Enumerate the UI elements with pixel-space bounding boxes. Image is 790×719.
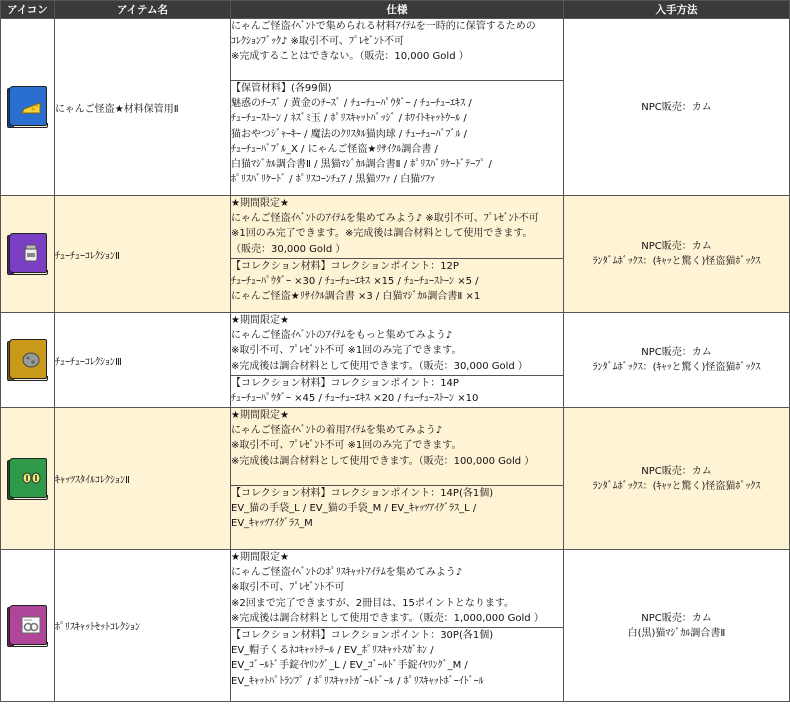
material-line: 【コレクション材料】コレクションポイント：14P(各1個) (231, 488, 494, 499)
item-spec-materials (231, 376, 564, 408)
spec-line: にゃんご怪盗ｲﾍﾞﾝﾄのｱｲﾃﾑをもっと集めてみよう♪ (231, 330, 453, 342)
material-line: EV_ｷｬｯﾄﾊﾟﾄﾗﾝﾌﾟ / ﾎﾟﾘｽｷｬｯﾄｶﾞｰﾙﾄﾞｰﾙ / ﾎﾟﾘｽｷｬｯﾄﾎﾞｰｲﾄﾞｰﾙ (231, 675, 484, 687)
source-line: NPC販売：カム (641, 101, 712, 113)
item-name: ｷｬｯﾂｽﾀｲﾙｺﾚｸｼｮﾝⅡ (55, 408, 231, 550)
material-line: ﾁｭｰﾁｭｰﾊﾞﾌﾞﾙ_X / にゃんご怪盗★ﾘｻｲｸﾙ調合書 / (231, 143, 438, 155)
material-line: ﾎﾟﾘｽﾊﾞﾘｹｰﾄﾞ / ﾎﾟﾘｽｺｰﾝﾁｪｱ / 黒猫ｿﾌｧ / 白猫ｿﾌｧ (231, 174, 436, 186)
table-row (1, 19, 790, 81)
source-line: NPC販売：カム (641, 241, 712, 252)
spec-line: ※取引不可、ﾌﾟﾚｾﾞﾝﾄ不可 (231, 582, 345, 594)
police-cat-book-icon (5, 602, 51, 650)
spec-line: にゃんご怪盗ｲﾍﾞﾝﾄのｱｲﾃﾑを集めてみよう♪ ※取引不可、ﾌﾟﾚｾﾞﾝﾄ不可 (231, 213, 539, 225)
spec-line: ★期間限定★ (231, 410, 289, 421)
spec-line: ★期間限定★ (231, 552, 289, 563)
material-line: ﾁｭｰﾁｭｰｽﾄｰﾝ / ﾈｽﾞﾐ玉 / ﾎﾟﾘｽｷｬｯﾄﾊﾞｯｼﾞ / ﾎﾜｲﾄｷｬｯﾄｳｰﾙ / (231, 113, 467, 125)
header-spec: 仕様 (231, 1, 564, 19)
spec-line: ※取引不可、ﾌﾟﾚｾﾞﾝﾄ不可 ※1回のみ完了できます。 (231, 440, 462, 452)
item-icon-cell (1, 19, 55, 196)
item-spec-description (231, 550, 564, 628)
item-spec-materials (231, 81, 564, 196)
item-spec-materials (231, 259, 564, 313)
item-source (564, 550, 790, 702)
spec-line: ※完成後は調合材料として使用できます。（販売：100,000 Gold ） (231, 455, 535, 467)
header-source: 入手方法 (564, 1, 790, 19)
table-row (1, 313, 790, 376)
material-line: にゃんご怪盗★ﾘｻｲｸﾙ調合書 ×3 / 白猫ﾏｼﾞｶﾙ調合書Ⅱ ×1 (231, 291, 481, 303)
source-line: ﾗﾝﾀﾞﾑﾎﾞｯｸｽ：(ｷｬｯと驚く)怪盗猫ﾎﾞｯｸｽ (592, 480, 761, 492)
item-spec-description (231, 196, 564, 259)
material-line: 【コレクション材料】コレクションポイント：30P(各1個) (231, 630, 494, 641)
spec-line: にゃんご怪盗ｲﾍﾞﾝﾄで集められる材料ｱｲﾃﾑを一時的に保管するための (231, 21, 536, 32)
item-name: ﾁｭｰﾁｭｰｺﾚｸｼｮﾝⅡ (55, 196, 231, 313)
item-source (564, 19, 790, 196)
item-source (564, 408, 790, 550)
material-line: ﾁｭｰﾁｭｰﾊﾟｳﾀﾞｰ ×45 / ﾁｭｰﾁｭｰｴｷｽ ×20 / ﾁｭｰﾁｭｰｽﾄｰﾝ ×10 (231, 393, 479, 405)
source-line: NPC販売：カム (641, 612, 712, 624)
spec-line: ★期間限定★ (231, 198, 289, 209)
item-name: ﾎﾟﾘｽｷｬｯﾄｾｯﾄｺﾚｸｼｮﾝ (55, 550, 231, 702)
item-source (564, 196, 790, 313)
material-line: EV_ｷｬｯﾂｱｲｸﾞﾗｽ_M (231, 518, 313, 530)
spec-line: にゃんご怪盗ｲﾍﾞﾝﾄの着用ｱｲﾃﾑを集めてみよう♪ (231, 425, 443, 437)
source-line: 白(黒)猫ﾏｼﾞｶﾙ調合書Ⅱ (627, 627, 726, 639)
material-line: 【コレクション材料】コレクションポイント：14P (231, 378, 459, 389)
spec-line: ※取引不可、ﾌﾟﾚｾﾞﾝﾄ不可 ※1回のみ完了できます。 (231, 345, 462, 357)
item-spec-materials (231, 486, 564, 550)
header-icon: アイコン (1, 1, 55, 19)
table-row (1, 550, 790, 628)
spec-line: ※1回のみ完了できます。※完成後は調合材料として使用できます。 (231, 228, 533, 240)
item-name: にゃんご怪盗★材料保管用Ⅱ (55, 19, 231, 196)
material-line: ﾁｭｰﾁｭｰﾊﾟｳﾀﾞｰ ×30 / ﾁｭｰﾁｭｰｴｷｽ ×15 / ﾁｭｰﾁｭｰｽﾄｰﾝ ×5 / (231, 276, 479, 288)
header-item-name: アイテム名 (55, 1, 231, 19)
header-row (1, 1, 790, 19)
stone-book-icon (5, 336, 51, 384)
source-line: NPC販売：カム (641, 347, 712, 358)
material-line: EV_ｺﾞｰﾙﾄﾞ手錠ｲﾔﾘﾝｸﾞ_L / EV_ｺﾞｰﾙﾄﾞ手錠ｲﾔﾘﾝｸﾞ_M / (231, 660, 468, 672)
item-icon-cell (1, 196, 55, 313)
material-line: 魅惑のﾁｰｽﾞ / 黄金のﾁｰｽﾞ / ﾁｭｰﾁｭｰﾊﾟｳﾀﾞｰ / ﾁｭｰﾁｭｰｴｷｽ / (231, 98, 472, 110)
spec-line: ※2回まで完了できますが、2冊目は、15ポイントとなります。 (231, 597, 515, 609)
source-line: NPC販売：カム (641, 465, 712, 477)
cat-style-book-icon (5, 455, 51, 503)
material-line: EV_猫の手袋_L / EV_猫の手袋_M / EV_ｷｬｯﾂｱｲｸﾞﾗｽ_L / (231, 503, 477, 515)
item-spec-description (231, 313, 564, 376)
spec-line: ｺﾚｸｼｮﾝﾌﾞｯｸ♪ ※取引不可、ﾌﾟﾚｾﾞﾝﾄ不可 (231, 36, 404, 48)
item-spec-materials (231, 628, 564, 702)
spec-line: にゃんご怪盗ｲﾍﾞﾝﾄのﾎﾟﾘｽｷｬｯﾄｱｲﾃﾑを集めてみよう♪ (231, 567, 463, 579)
source-line: ﾗﾝﾀﾞﾑﾎﾞｯｸｽ：(ｷｬｯと驚く)怪盗猫ﾎﾞｯｸｽ (592, 256, 761, 267)
item-icon-cell (1, 408, 55, 550)
cheese-book-icon (5, 83, 51, 131)
chuchu-book-icon (5, 230, 51, 278)
spec-line: ★期間限定★ (231, 315, 289, 326)
spec-line: （販売：30,000 Gold ） (231, 243, 346, 255)
table-row (1, 408, 790, 486)
material-line: EV_帽子くるﾈｺｷｬｯﾄﾃｰﾙ / EV_ﾎﾟﾘｽｷｬｯﾄｽｶﾞﾎﾝ / (231, 645, 434, 657)
item-icon-cell (1, 550, 55, 702)
table-row (1, 196, 790, 259)
item-spec-description (231, 19, 564, 81)
item-name: ﾁｭｰﾁｭｰｺﾚｸｼｮﾝⅢ (55, 313, 231, 408)
source-line: ﾗﾝﾀﾞﾑﾎﾞｯｸｽ：(ｷｬｯと驚く)怪盗猫ﾎﾞｯｸｽ (592, 362, 761, 373)
spec-line: ※完成後は調合材料として使用できます。（販売：30,000 Gold ） (231, 360, 528, 372)
material-line: 【コレクション材料】コレクションポイント：12P (231, 261, 459, 272)
spec-line: ※完成することはできない。（販売：10,000 Gold ） (231, 51, 469, 63)
material-line: 【保管材料】(各99個) (231, 83, 332, 94)
material-line: 猫おやつｼﾞｬｰｷｰ / 魔法のｸﾘｽﾀﾙ猫肉球 / ﾁｭｰﾁｭｰﾊﾞﾌﾞﾙ / (231, 128, 468, 140)
material-line: 白猫ﾏｼﾞｶﾙ調合書Ⅱ / 黒猫ﾏｼﾞｶﾙ調合書Ⅱ / ﾎﾟﾘｽﾊﾞﾘｹｰﾄﾞﾃｰﾌﾟ / (231, 158, 492, 170)
item-icon-cell (1, 313, 55, 408)
item-spec-description (231, 408, 564, 486)
spec-line: ※完成後は調合材料として使用できます。（販売：1,000,000 Gold ） (231, 612, 544, 624)
item-source (564, 313, 790, 408)
